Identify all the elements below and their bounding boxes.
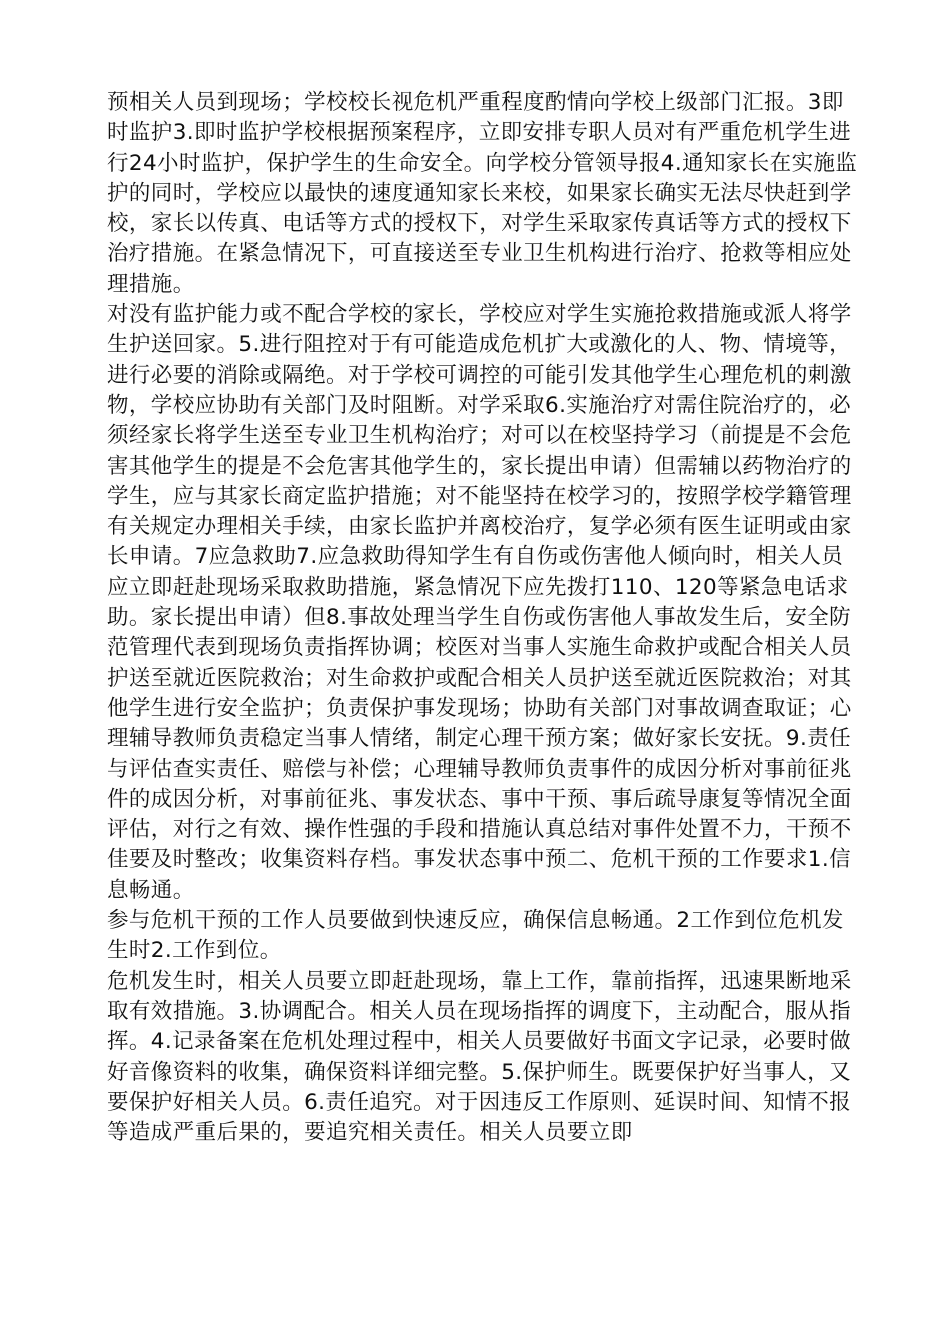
paragraph-1: 预相关人员到现场；学校校长视危机严重程度酌情向学校上级部门汇报。3即时监护3.即时监护学校根据预案程序，立即安排专职人员对有严重危机学生进行24小时监护，保护学生的生命安全。向学校分管领导报4.通知家长在实施监护的同时，学校应以最快的速度通知家长来校，如果家长确实无法尽快赶到学校，家长以传真、电话等方式的授权下，对学生采取家传真话等方式的授权下治疗措施。在紧急情况下，可直接送至专业卫生机构进行治疗、抢救等相应处理措施。: [107, 90, 858, 297]
body-text: [107, 88, 860, 1148]
paragraph-2: 对没有监护能力或不配合学校的家长，学校应对学生实施抢救措施或派人将学生护送回家。5.进行阻控对于有可能造成危机扩大或激化的人、物、情境等，进行必要的消除或隔绝。对于学校可调控的可能引发其他学生心理危机的刺激物，学校应协助有关部门及时阻断。对学采取6.实施治疗对需住院治疗的，必须经家长将学生送至专业卫生机构治疗；对可以在校坚持学习（前提是不会危害其他学生的提是不会危害其他学生的，家长提出申请）但需辅以药物治疗的学生，应与其家长商定监护措施；对不能坚持在校学习的，按照学校学籍管理有关规定办理相关手续，由家长监护并离校治疗，复学必须有医生证明或由家长申请。7应急救助7.应急救助得知学生有自伤或伤害他人倾向时，相关人员应立即赶赴现场采取救助措施，紧急情况下应先拨打110、120等紧急电话求助。家长提出申请）但8.事故处理当学生自伤或伤害他人事故发生后，安全防范管理代表到现场负责指挥协调；校医对当事人实施生命救护或配合相关人员护送至就近医院救治；对生命救护或配合相关人员护送至就近医院救治；对其他学生进行安全监护；负责保护事发现场；协助有关部门对事故调查取证；心理辅导教师负责稳定当事人情绪，制定心理干预方案；做好家长安抚。9.责任与评估查实责任、赔偿与补偿；心理辅导教师负责事件的成因分析对事前征兆件的成因分析，对事前征兆、事发状态、事中干预、事后疏导康复等情况全面评估，对行之有效、操作性强的手段和措施认真总结对事件处置不力，干预不佳要及时整改；收集资料存档。事发状态事中预二、危机干预的工作要求1.信息畅通。: [107, 302, 852, 903]
paragraph-3: 参与危机干预的工作人员要做到快速反应，确保信息畅通。2工作到位危机发生时2.工作到位。: [107, 908, 844, 964]
paragraph-4: 危机发生时，相关人员要立即赶赴现场，靠上工作，靠前指挥，迅速果断地采取有效措施。3.协调配合。相关人员在现场指挥的调度下，主动配合，服从指挥。4.记录备案在危机处理过程中，相关人员要做好书面文字记录，必要时做好音像资料的收集，确保资料详细完整。5.保护师生。既要保护好当事人，又要保护好相关人员。6.责任追究。对于因违反工作原则、延误时间、知情不报等造成严重后果的，要追究相关责任。相关人员要立即: [107, 968, 852, 1146]
